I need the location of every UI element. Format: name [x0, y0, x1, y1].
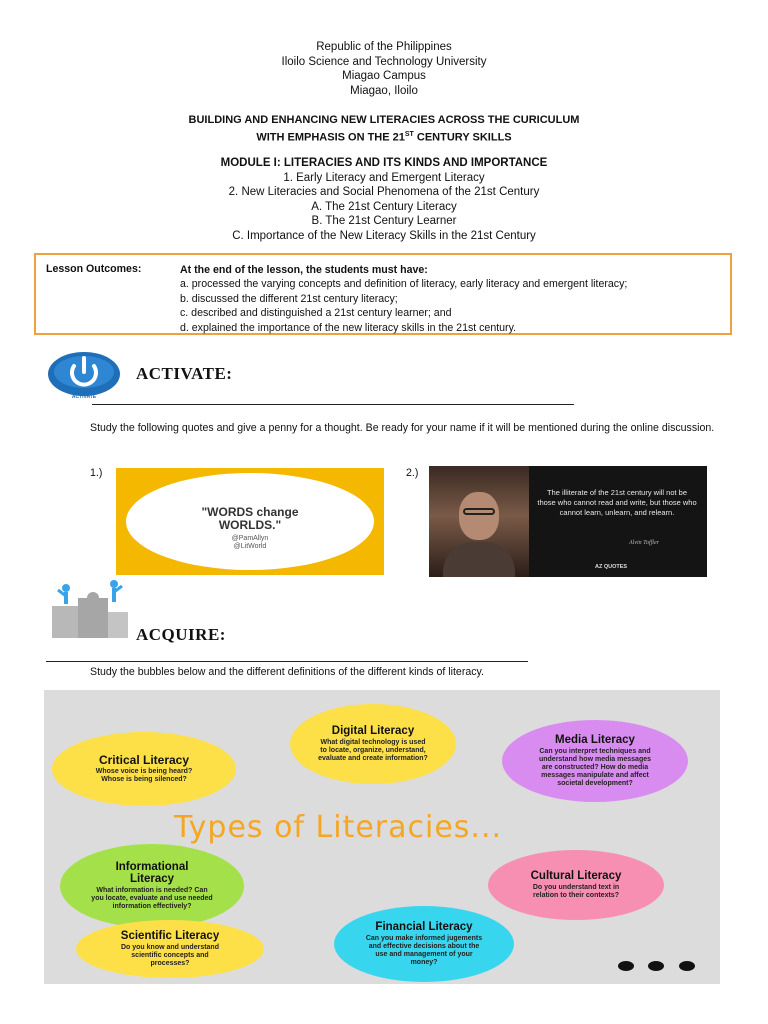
outcome-item-c: c. described and distinguished a 21st century learner; and — [180, 307, 452, 320]
course-title-line-1: BUILDING AND ENHANCING NEW LITERACIES ACROSS THE CURICULUM — [188, 114, 580, 126]
ellipsis-dots — [618, 958, 695, 976]
puzzle-people-icon — [46, 578, 132, 640]
literacies-infographic — [44, 690, 720, 984]
bubble-digital-literacy: Digital Literacy What digital technology is used to locate, organize, understand, evaluate and create information? — [290, 704, 456, 784]
activate-title: ACTIVATE: — [136, 364, 233, 383]
outcomes-intro: At the end of the lesson, the students must have: — [180, 264, 428, 276]
topic-2: 2. New Literacies and Social Phenomena of the 21st Century — [228, 186, 540, 198]
institution-header — [0, 40, 768, 98]
quote-2-brand: AZ QUOTES — [595, 564, 628, 570]
course-title-line-2: WITH EMPHASIS ON THE 21ST CENTURY SKILLS — [256, 130, 512, 144]
outcomes-label: Lesson Outcomes: — [46, 263, 142, 275]
module-block — [0, 156, 768, 243]
acquire-instruction: Study the bubbles below and the different definitions of the different kinds of literacy. — [90, 666, 484, 678]
quote-1-text: "WORDS change WORLDS." — [201, 505, 299, 532]
bubble-informational-literacy: Informational Literacy What information is needed? Can you locate, evaluate and use needed information effectively? — [60, 844, 244, 928]
power-icon — [46, 350, 122, 402]
bubble-scientific-literacy: Scientific Literacy Do you know and understand scientific concepts and processes? — [76, 920, 264, 978]
outcome-item-b: b. discussed the different 21st century literacy; — [180, 292, 398, 305]
topic-4: B. The 21st Century Learner — [311, 215, 457, 227]
topic-1: 1. Early Literacy and Emergent Literacy — [283, 171, 485, 184]
quote-2-text: The illiterate of the 21st century will not be those who cannot read and write, but those who cannot learn, unlearn, and relearn. — [537, 488, 697, 517]
outcome-item-d: d. explained the importance of the new literacy skills in the 21st century. — [180, 321, 517, 334]
quote-1-number: 1.) — [90, 467, 103, 479]
outcome-item-a: a. processed the varying concepts and definition of literacy, early literacy and emergent literacy; — [180, 278, 628, 291]
power-icon-label: ACTIVATE — [71, 394, 97, 400]
topic-5: C. Importance of the New Literacy Skills in the 21st Century — [232, 229, 536, 242]
header-line-3: Miagao Campus — [342, 70, 426, 82]
activate-underline — [92, 404, 574, 405]
quote-2-card — [429, 466, 707, 577]
module-title: MODULE I: LITERACIES AND ITS KINDS AND IMPORTANCE — [220, 157, 548, 169]
quote-1-card — [116, 468, 384, 575]
course-title — [0, 113, 768, 145]
lesson-outcomes-box — [34, 253, 732, 335]
bubble-media-literacy: Media Literacy Can you interpret techniques and understand how media messages are constructed? How do media messages manipulate and affect societal development? — [502, 720, 688, 802]
acquire-title: ACQUIRE: — [136, 625, 226, 644]
header-line-4: Miagao, Iloilo — [350, 84, 418, 97]
header-line-1: Republic of the Philippines — [316, 41, 452, 53]
acquire-underline — [46, 661, 528, 662]
infographic-heading: Types of Literacies... — [174, 810, 503, 845]
activate-instruction: Study the following quotes and give a penny for a thought. Be ready for your name if it will be mentioned during the online discussion. — [90, 422, 715, 434]
quote-2-signature: Alvin Toffler — [629, 540, 659, 546]
bubble-critical-literacy: Critical Literacy Whose voice is being heard? Whose is being silenced? — [52, 732, 236, 806]
bubble-cultural-literacy: Cultural Literacy Do you understand text in relation to their contexts? — [488, 850, 664, 920]
portrait-image — [429, 466, 529, 577]
bubble-financial-literacy: Financial Literacy Can you make informed jugements and effective decisions about the use and management of your money? — [334, 906, 514, 982]
quote-2-number: 2.) — [406, 467, 419, 479]
header-line-2: Iloilo Science and Technology University — [281, 55, 487, 68]
topic-3: A. The 21st Century Literacy — [311, 200, 457, 213]
quote-1-credit: @PamAllyn @LitWorld — [231, 535, 269, 550]
outcomes-body — [180, 263, 627, 335]
